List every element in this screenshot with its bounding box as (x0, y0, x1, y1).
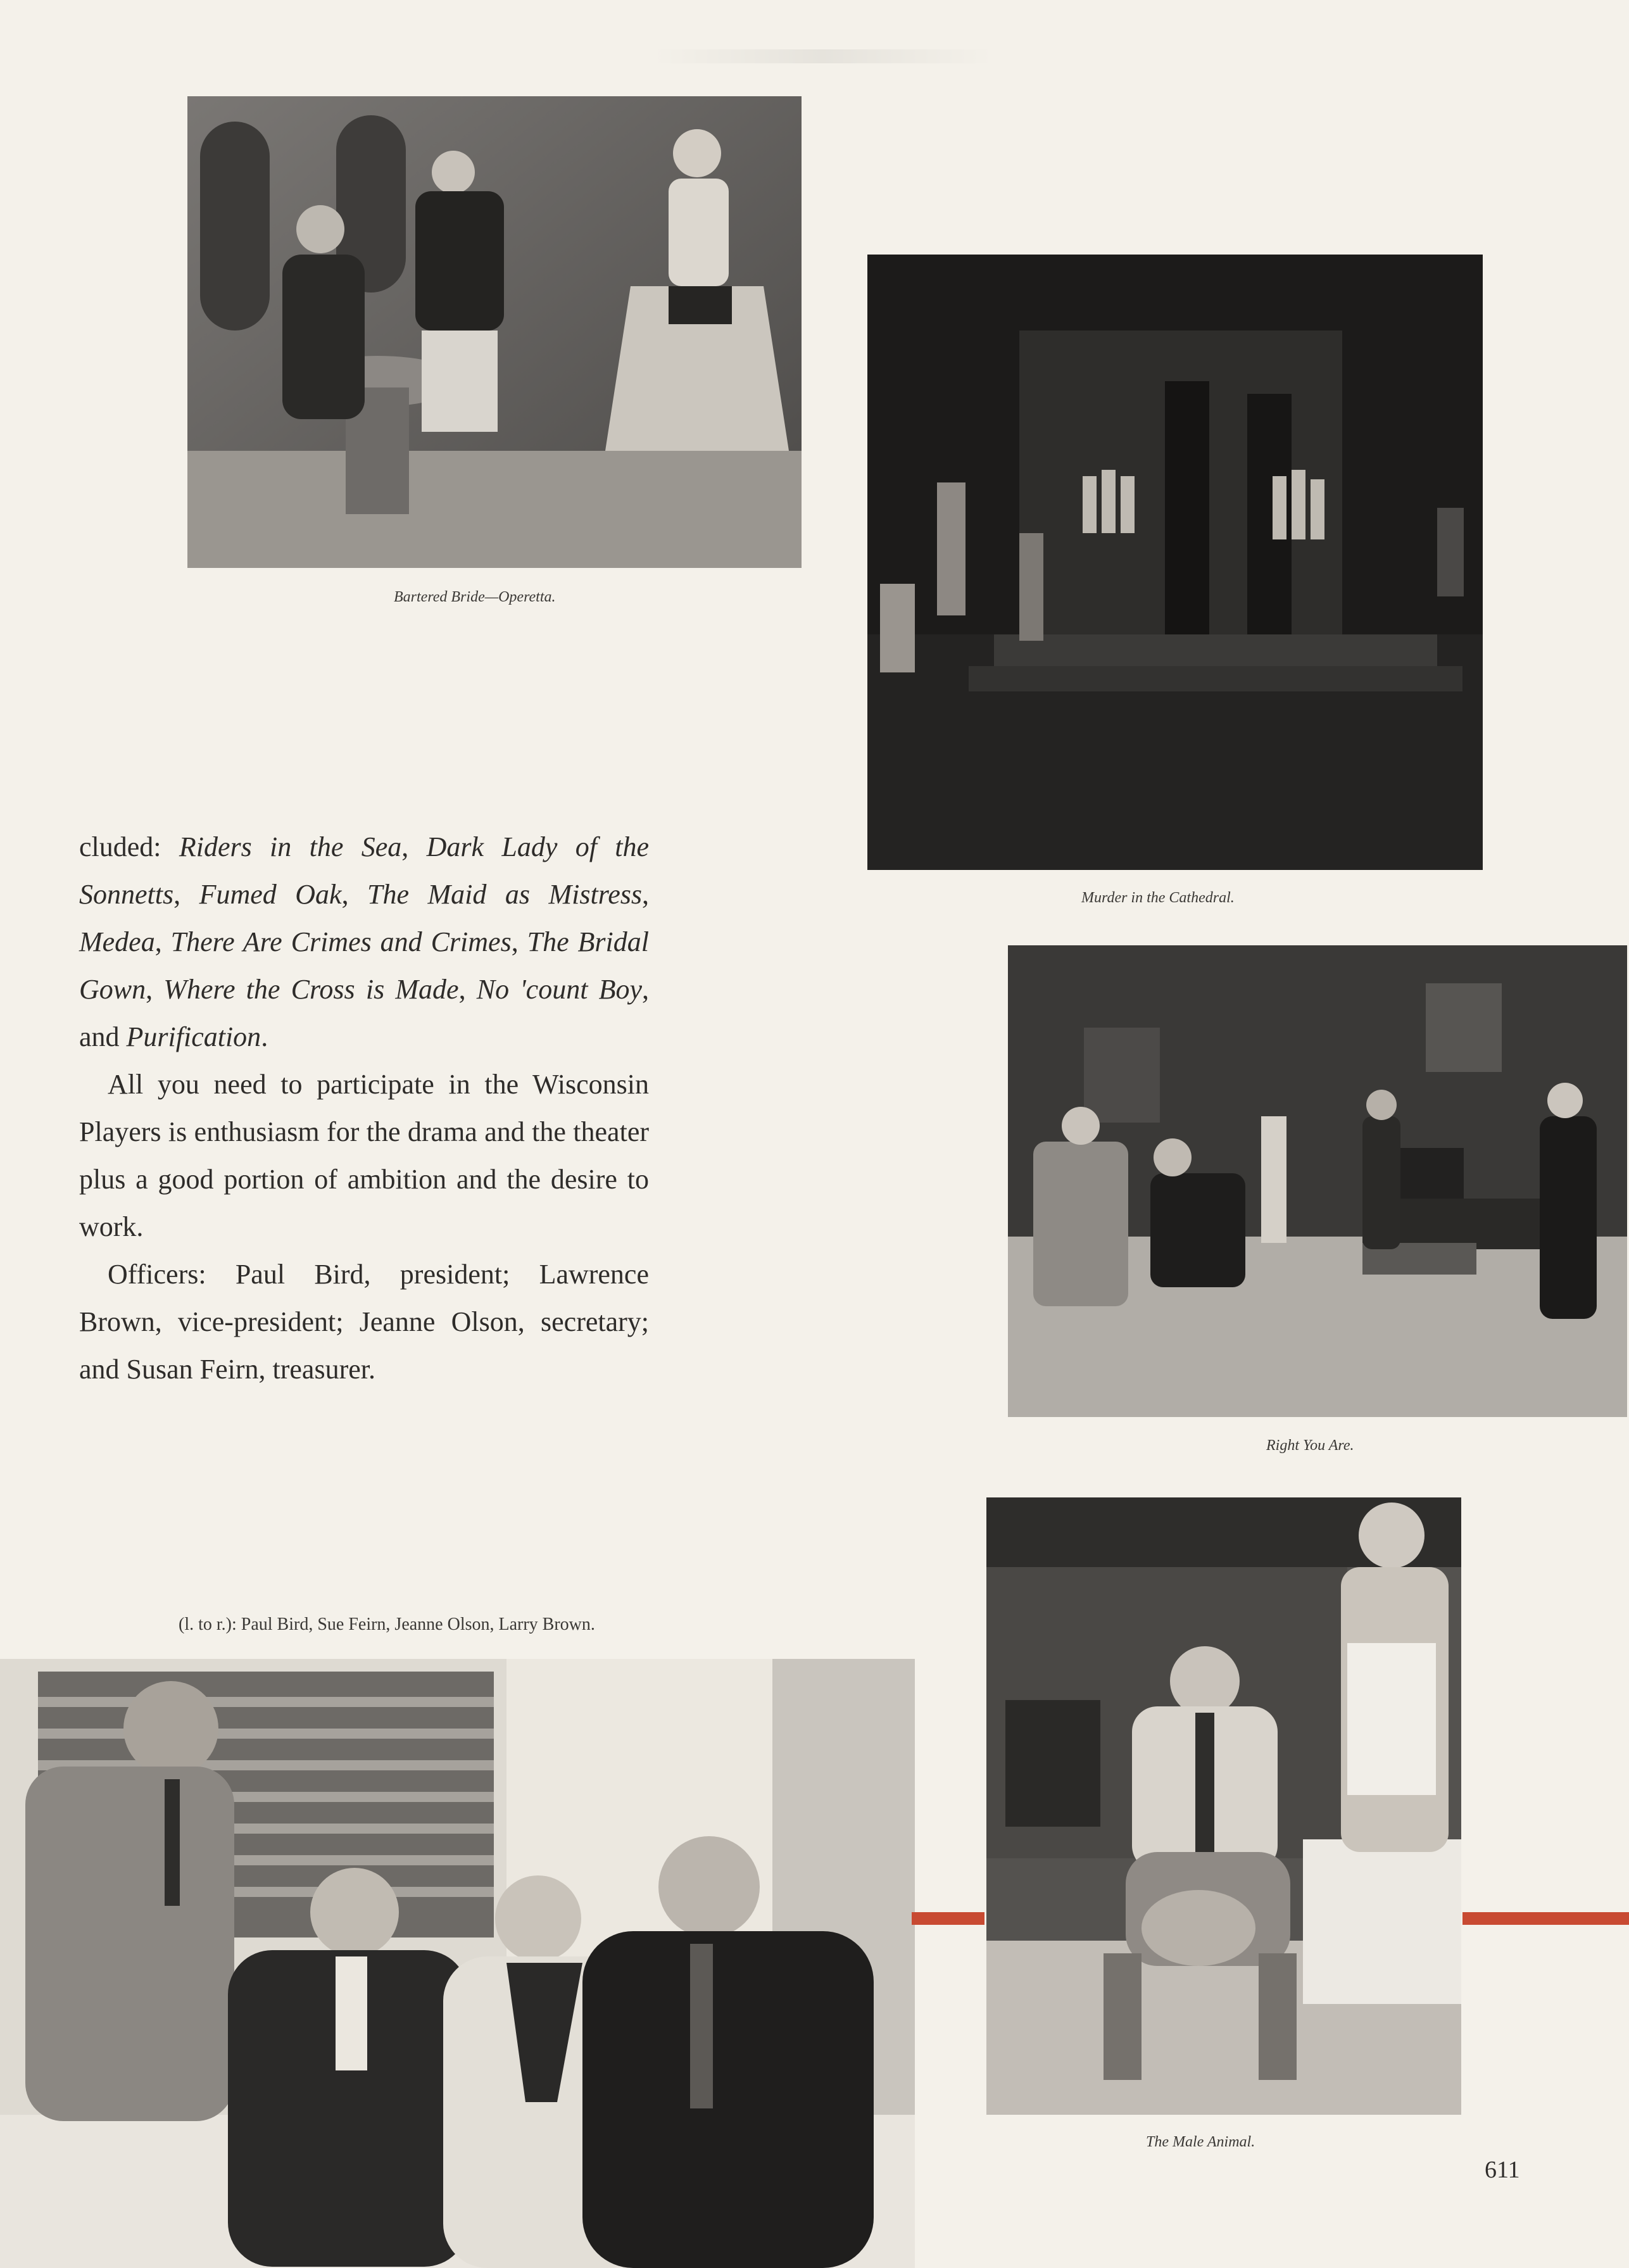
photo-right-you-are (1008, 945, 1627, 1417)
text-run: , (641, 879, 649, 910)
paragraph-officers: Officers: Paul Bird, president; Lawrence Brown, vice-president; Jeanne Olson, secretary; and Susan Feirn, treasurer. (79, 1259, 649, 1385)
text-run: , (511, 926, 527, 957)
accent-rule-left (912, 1912, 984, 1925)
caption-officers: (l. to r.): Paul Bird, Sue Feirn, Jeanne Olson, Larry Brown. (179, 1615, 595, 1634)
caption-murder-cathedral: Murder in the Cathedral. (1081, 890, 1235, 906)
text-run: , (341, 879, 368, 910)
text-run: cluded: (79, 831, 179, 862)
accent-rule-right (1462, 1912, 1629, 1925)
caption-male-animal: The Male Animal. (1146, 2134, 1255, 2150)
text-run: , (173, 879, 199, 910)
play-title: Where the Cross is Made (163, 974, 459, 1005)
play-title: Dark Lady of the Sonnetts (79, 831, 650, 910)
caption-bartered-bride: Bartered Bride—Operetta. (394, 589, 556, 605)
article-text (79, 823, 649, 1393)
text-run: , and (79, 974, 649, 1052)
play-title: The Maid as Mistress (367, 879, 642, 910)
caption-right-you-are: Right You Are. (1266, 1437, 1354, 1454)
play-title: Riders in the Sea (179, 831, 402, 862)
photo-officers (0, 1659, 915, 2268)
photo-murder-cathedral (867, 255, 1483, 870)
photo-bartered-bride (187, 96, 802, 568)
text-run: , (154, 926, 171, 957)
text-run: , (146, 974, 164, 1005)
play-title: Fumed Oak (199, 879, 342, 910)
text-run: , (401, 831, 427, 862)
play-title: There Are Crimes and Crimes (170, 926, 512, 957)
play-title: No 'count Boy (476, 974, 642, 1005)
paragraph-participation: All you need to participate in the Wisconsin Players is enthusiasm for the drama and the theater plus a good portion of ambition and the desire to work. (79, 1069, 649, 1242)
play-title: The Bridal Gown (79, 926, 649, 1005)
text-run: , (458, 974, 477, 1005)
text-run: . (261, 1021, 268, 1052)
play-title: Medea (79, 926, 155, 957)
play-title: Purification (126, 1021, 261, 1052)
paragraph-play-list (79, 823, 649, 1061)
page-number: 611 (1485, 2157, 1520, 2183)
top-smudge (652, 49, 994, 63)
photo-male-animal (986, 1497, 1461, 2115)
